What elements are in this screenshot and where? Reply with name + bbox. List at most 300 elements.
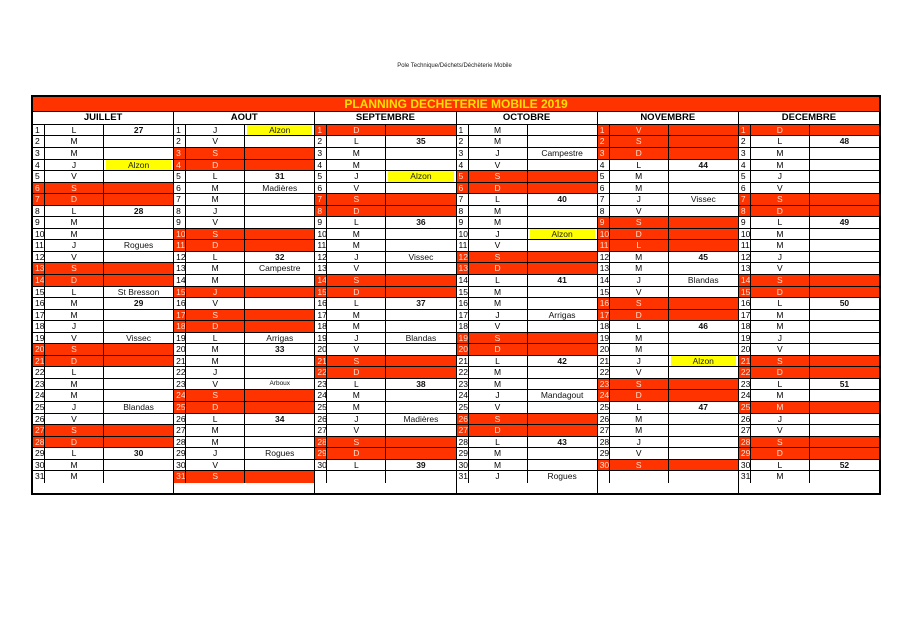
weekday-letter: D	[45, 194, 104, 205]
weekday-letter: M	[45, 136, 104, 147]
day-number: 18	[176, 321, 186, 332]
day-note	[528, 171, 597, 182]
day-row	[598, 287, 738, 299]
day-note	[528, 263, 597, 274]
day-note	[669, 240, 738, 251]
day-row	[33, 229, 173, 241]
weekday-letter: M	[327, 148, 386, 159]
day-note: 50	[839, 298, 850, 309]
day-row	[457, 448, 597, 460]
day-note	[386, 448, 455, 459]
day-number: 30	[35, 459, 45, 470]
weekday-letter: V	[469, 240, 528, 251]
weekday-letter: M	[610, 263, 669, 274]
day-note	[810, 448, 879, 459]
day-row	[174, 183, 314, 195]
weekday-letter: S	[469, 333, 528, 344]
day-number: 11	[35, 240, 44, 251]
day-row	[33, 125, 173, 137]
day-number: 29	[599, 448, 610, 459]
month-header: AOUT	[174, 112, 314, 125]
day-note	[669, 367, 738, 378]
day-note: St Bresson	[117, 286, 160, 297]
day-note: 44	[698, 159, 708, 170]
day-number: 27	[176, 425, 186, 436]
day-row	[598, 125, 738, 137]
day-row	[174, 402, 314, 414]
day-note	[810, 125, 879, 136]
day-row	[739, 148, 879, 160]
day-number: 5	[33, 171, 45, 182]
day-number: 20	[740, 344, 751, 355]
day-row	[457, 183, 597, 195]
highlighted-location: Alzon	[247, 125, 312, 136]
day-row	[457, 402, 597, 414]
day-number: 19	[599, 332, 610, 343]
day-note	[104, 136, 173, 147]
day-row	[33, 344, 173, 356]
day-row	[315, 367, 455, 379]
day-row	[457, 425, 597, 437]
day-row	[315, 460, 455, 472]
day-note	[386, 402, 455, 413]
day-row	[598, 448, 738, 460]
day-number: 7	[33, 194, 45, 205]
day-row	[739, 217, 879, 229]
day-row	[315, 240, 455, 252]
day-number: 27	[317, 425, 327, 436]
day-number: 16	[176, 298, 186, 309]
day-row	[33, 356, 173, 368]
day-note	[104, 148, 173, 159]
day-number: 23	[176, 378, 186, 389]
weekday-letter: D	[186, 402, 245, 413]
month-column	[738, 112, 879, 493]
day-row	[457, 229, 597, 241]
weekday-letter: S	[45, 425, 104, 436]
day-row	[739, 240, 879, 252]
day-number: 22	[458, 367, 468, 378]
day-number: 28	[317, 436, 327, 447]
day-note	[104, 252, 173, 263]
weekday-letter: S	[327, 194, 386, 205]
day-number: 2	[598, 136, 610, 147]
day-note	[528, 298, 597, 309]
day-number: 7	[457, 194, 469, 205]
day-row	[33, 321, 173, 333]
weekday-letter: D	[469, 425, 528, 436]
weekday-letter: M	[45, 310, 104, 321]
day-number: 10	[176, 228, 186, 239]
day-row	[33, 298, 173, 310]
day-number: 21	[458, 355, 468, 366]
weekday-letter: L	[469, 356, 528, 367]
day-row	[33, 471, 173, 483]
weekday-letter: L	[45, 367, 104, 378]
day-row	[315, 263, 455, 275]
day-number: 11	[317, 240, 327, 251]
day-number: 19	[458, 332, 468, 343]
day-note: Arboux	[269, 379, 291, 387]
day-note	[245, 298, 314, 309]
weekday-letter: M	[327, 390, 386, 401]
day-number: 29	[740, 448, 751, 459]
day-number: 4	[33, 160, 45, 171]
day-row	[33, 252, 173, 264]
planning-table	[31, 95, 881, 495]
weekday-letter: J	[610, 356, 669, 367]
day-note	[669, 287, 738, 298]
weekday-letter: V	[186, 298, 245, 309]
day-row	[174, 275, 314, 287]
day-note	[810, 321, 879, 332]
weekday-letter: L	[45, 125, 104, 136]
day-number: 15	[740, 286, 751, 297]
day-row	[457, 333, 597, 345]
weekday-letter: D	[751, 206, 810, 217]
day-row	[739, 333, 879, 345]
day-number: 19	[35, 332, 45, 343]
weekday-letter: S	[327, 356, 386, 367]
day-note	[810, 148, 879, 159]
weekday-letter: S	[610, 298, 669, 309]
day-number: 18	[317, 321, 327, 332]
day-number: 12	[740, 251, 751, 262]
day-number: 3	[739, 148, 751, 159]
day-note	[245, 275, 314, 286]
weekday-letter: D	[610, 390, 669, 401]
day-row	[739, 471, 879, 483]
day-note	[669, 310, 738, 321]
day-note	[386, 160, 455, 171]
weekday-letter: M	[610, 344, 669, 355]
day-row	[315, 425, 455, 437]
day-row	[315, 125, 455, 137]
day-number: 28	[176, 436, 186, 447]
weekday-letter: D	[327, 448, 386, 459]
day-row	[174, 125, 314, 137]
weekday-letter: M	[327, 310, 386, 321]
month-header: NOVEMBRE	[598, 112, 738, 125]
weekday-letter: S	[327, 275, 386, 286]
weekday-letter: L	[751, 136, 810, 147]
day-note: Blandas	[405, 332, 437, 343]
day-row	[315, 206, 455, 218]
day-number: 9	[315, 217, 327, 228]
day-row	[33, 136, 173, 148]
day-note: 37	[416, 298, 426, 309]
day-row	[315, 252, 455, 264]
day-number: 11	[176, 240, 185, 251]
day-number: 7	[598, 194, 610, 205]
weekday-letter: S	[186, 390, 245, 401]
day-note	[104, 263, 173, 274]
day-number: 6	[174, 183, 186, 194]
day-number: 9	[598, 217, 610, 228]
day-note	[386, 148, 455, 159]
day-row	[315, 344, 455, 356]
day-note	[669, 448, 738, 459]
day-note: Vissec	[690, 194, 716, 205]
weekday-letter: J	[186, 125, 245, 136]
day-note	[104, 460, 173, 471]
day-number: 23	[317, 378, 327, 389]
day-number: 9	[457, 217, 469, 228]
day-number: 27	[458, 425, 468, 436]
day-note	[669, 379, 738, 390]
day-number: 23	[35, 378, 45, 389]
day-row	[174, 217, 314, 229]
day-row	[174, 448, 314, 460]
day-row	[598, 229, 738, 241]
day-note	[245, 437, 314, 448]
day-number	[598, 471, 610, 483]
day-number: 23	[458, 378, 468, 389]
weekday-letter: S	[45, 183, 104, 194]
weekday-letter: M	[327, 229, 386, 240]
day-note	[810, 229, 879, 240]
day-row	[457, 263, 597, 275]
weekday-letter: M	[469, 298, 528, 309]
weekday-letter: V	[751, 344, 810, 355]
day-number: 24	[740, 390, 751, 401]
day-number: 26	[458, 413, 468, 424]
day-row	[33, 287, 173, 299]
day-number: 30	[176, 459, 186, 470]
day-row	[315, 310, 455, 322]
weekday-letter: M	[469, 379, 528, 390]
day-number: 12	[458, 251, 468, 262]
day-number: 28	[458, 436, 468, 447]
day-number: 10	[35, 228, 45, 239]
day-note: Vissec	[408, 251, 434, 262]
weekday-letter: L	[751, 460, 810, 471]
day-note	[104, 356, 173, 367]
day-row	[598, 160, 738, 172]
day-note: 40	[557, 194, 567, 205]
day-number: 11	[740, 240, 750, 251]
day-note	[386, 321, 455, 332]
day-row	[33, 194, 173, 206]
day-note	[810, 263, 879, 274]
day-row	[457, 344, 597, 356]
weekday-letter: D	[327, 287, 386, 298]
day-number: 3	[174, 148, 186, 159]
day-row	[315, 136, 455, 148]
weekday-letter: S	[469, 414, 528, 425]
weekday-letter: L	[186, 333, 245, 344]
weekday-letter: V	[45, 171, 104, 182]
day-number: 2	[174, 136, 186, 147]
day-row	[598, 402, 738, 414]
day-note	[669, 263, 738, 274]
day-note	[104, 414, 173, 425]
day-number: 13	[599, 263, 610, 274]
day-number: 14	[35, 275, 45, 285]
weekday-letter: M	[186, 437, 245, 448]
weekday-letter: D	[327, 367, 386, 378]
day-row	[174, 356, 314, 368]
day-number: 13	[458, 263, 468, 274]
day-note	[528, 321, 597, 332]
weekday-letter: J	[469, 148, 528, 159]
day-note	[245, 310, 314, 321]
day-number: 8	[174, 206, 186, 217]
highlighted-location: Alzon	[671, 356, 736, 367]
weekday-letter: J	[327, 252, 386, 263]
weekday-letter: V	[327, 183, 386, 194]
day-number: 16	[458, 298, 468, 309]
day-note	[528, 240, 597, 251]
day-note	[669, 298, 738, 309]
day-note	[528, 425, 597, 436]
day-number: 5	[174, 171, 186, 182]
weekday-letter: J	[327, 171, 386, 182]
day-number: 2	[457, 136, 469, 147]
day-number: 25	[35, 402, 45, 413]
weekday-letter: M	[45, 298, 104, 309]
day-row	[457, 460, 597, 472]
day-number: 15	[35, 286, 45, 297]
day-note	[104, 379, 173, 390]
day-note: 39	[416, 459, 426, 470]
day-number: 2	[33, 136, 45, 147]
day-row	[739, 183, 879, 195]
day-number: 28	[35, 436, 45, 447]
weekday-letter: D	[186, 240, 245, 251]
day-row	[33, 206, 173, 218]
day-note	[386, 310, 455, 321]
weekday-letter: L	[751, 298, 810, 309]
day-number: 31	[458, 471, 468, 482]
day-number: 7	[739, 194, 751, 205]
day-number: 14	[176, 275, 186, 285]
weekday-letter: M	[751, 310, 810, 321]
weekday-letter: J	[186, 448, 245, 459]
day-note: Rogues	[265, 448, 295, 459]
day-number: 8	[598, 206, 610, 217]
weekday-letter: M	[751, 148, 810, 159]
day-row	[598, 437, 738, 449]
day-row	[739, 390, 879, 402]
day-number: 26	[599, 413, 610, 424]
day-number: 22	[35, 367, 45, 378]
weekday-letter: J	[45, 240, 104, 251]
day-note	[386, 194, 455, 205]
day-row	[598, 252, 738, 264]
day-number: 2	[315, 136, 327, 147]
day-number: 17	[176, 309, 186, 320]
day-note	[104, 437, 173, 448]
day-row	[457, 310, 597, 322]
day-row	[598, 310, 738, 322]
day-row	[457, 125, 597, 137]
day-note	[386, 206, 455, 217]
day-number: 16	[317, 298, 327, 309]
weekday-letter: M	[45, 471, 104, 483]
weekday-letter: L	[186, 414, 245, 425]
day-row	[598, 414, 738, 426]
weekday-letter: D	[45, 275, 104, 286]
day-note: 36	[416, 217, 426, 228]
weekday-letter: M	[751, 471, 810, 483]
day-note	[528, 136, 597, 147]
month-column	[173, 112, 314, 493]
weekday-letter: V	[186, 379, 245, 390]
day-row	[739, 206, 879, 218]
day-note	[386, 240, 455, 251]
day-number: 5	[739, 171, 751, 182]
day-number: 3	[457, 148, 469, 159]
day-number: 17	[317, 309, 327, 320]
day-row	[174, 287, 314, 299]
weekday-letter: M	[45, 390, 104, 401]
day-row	[33, 460, 173, 472]
day-number: 29	[35, 448, 45, 459]
weekday-letter: M	[469, 217, 528, 228]
day-note: Campestre	[541, 147, 583, 158]
highlighted-location: Alzon	[106, 160, 171, 171]
weekday-letter: V	[610, 125, 669, 136]
day-row	[33, 275, 173, 287]
day-note	[810, 310, 879, 321]
day-row	[457, 298, 597, 310]
day-number: 13	[317, 263, 327, 274]
day-row	[739, 171, 879, 183]
day-row	[33, 183, 173, 195]
weekday-letter: L	[610, 402, 669, 413]
weekday-letter: M	[751, 229, 810, 240]
day-row	[457, 367, 597, 379]
weekday-letter: S	[751, 275, 810, 286]
day-row	[739, 414, 879, 426]
day-number: 21	[740, 355, 751, 366]
day-note	[245, 287, 314, 298]
day-row	[457, 136, 597, 148]
day-row	[174, 414, 314, 426]
day-note	[669, 344, 738, 355]
day-number: 1	[457, 125, 469, 136]
weekday-letter: L	[610, 240, 669, 251]
day-number: 6	[739, 183, 751, 194]
month-column	[314, 112, 455, 493]
day-note	[245, 425, 314, 436]
day-number: 2	[739, 136, 751, 147]
day-note: Vissec	[126, 332, 152, 343]
day-number: 15	[176, 286, 186, 297]
day-row	[174, 425, 314, 437]
weekday-letter: S	[610, 136, 669, 147]
day-row	[739, 460, 879, 472]
day-row	[33, 448, 173, 460]
day-number: 1	[33, 125, 45, 136]
weekday-letter: L	[469, 437, 528, 448]
weekday-letter: S	[751, 437, 810, 448]
day-number: 23	[740, 378, 751, 389]
weekday-letter: M	[45, 460, 104, 471]
weekday-letter: J	[327, 333, 386, 344]
day-row	[598, 356, 738, 368]
day-note	[528, 160, 597, 171]
weekday-letter: S	[186, 471, 245, 483]
day-row	[739, 275, 879, 287]
weekday-letter: J	[186, 287, 245, 298]
day-note: 38	[416, 378, 426, 389]
weekday-letter: M	[45, 229, 104, 240]
day-number: 16	[599, 298, 610, 309]
weekday-letter: S	[610, 460, 669, 471]
day-number: 25	[740, 402, 751, 413]
